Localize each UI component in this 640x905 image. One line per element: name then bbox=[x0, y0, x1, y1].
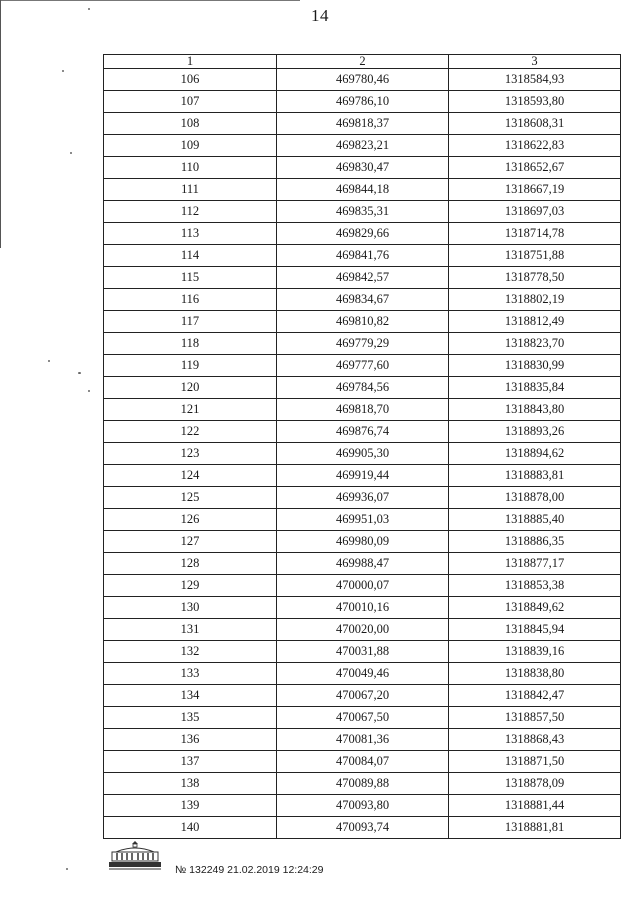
cell-point-number: 115 bbox=[104, 267, 277, 289]
cell-point-number: 125 bbox=[104, 487, 277, 509]
cell-point-number: 112 bbox=[104, 201, 277, 223]
table-row bbox=[104, 663, 621, 685]
table-row bbox=[104, 289, 621, 311]
table-row bbox=[104, 575, 621, 597]
cell-x-coordinate: 469777,60 bbox=[277, 355, 449, 377]
cell-y-coordinate: 1318877,17 bbox=[449, 553, 621, 575]
cell-y-coordinate: 1318830,99 bbox=[449, 355, 621, 377]
scan-speck bbox=[70, 152, 72, 154]
cell-y-coordinate: 1318849,62 bbox=[449, 597, 621, 619]
cell-x-coordinate: 470084,07 bbox=[277, 751, 449, 773]
cell-y-coordinate: 1318714,78 bbox=[449, 223, 621, 245]
scan-speck bbox=[66, 868, 68, 870]
cell-point-number: 140 bbox=[104, 817, 277, 839]
table-row bbox=[104, 619, 621, 641]
table-row bbox=[104, 553, 621, 575]
cell-point-number: 123 bbox=[104, 443, 277, 465]
cell-point-number: 113 bbox=[104, 223, 277, 245]
cell-x-coordinate: 469919,44 bbox=[277, 465, 449, 487]
cell-point-number: 106 bbox=[104, 69, 277, 91]
cell-y-coordinate: 1318886,35 bbox=[449, 531, 621, 553]
scan-border-top bbox=[0, 0, 300, 1]
table-row bbox=[104, 355, 621, 377]
cell-point-number: 114 bbox=[104, 245, 277, 267]
cell-x-coordinate: 469980,09 bbox=[277, 531, 449, 553]
cell-point-number: 138 bbox=[104, 773, 277, 795]
table-row bbox=[104, 443, 621, 465]
table-row bbox=[104, 751, 621, 773]
cell-y-coordinate: 1318593,80 bbox=[449, 91, 621, 113]
cell-x-coordinate: 470093,80 bbox=[277, 795, 449, 817]
cell-point-number: 116 bbox=[104, 289, 277, 311]
scan-speck bbox=[78, 372, 81, 374]
cell-y-coordinate: 1318894,62 bbox=[449, 443, 621, 465]
cell-x-coordinate: 469830,47 bbox=[277, 157, 449, 179]
cell-x-coordinate: 470089,88 bbox=[277, 773, 449, 795]
cell-point-number: 109 bbox=[104, 135, 277, 157]
cell-point-number: 120 bbox=[104, 377, 277, 399]
table-row bbox=[104, 135, 621, 157]
coordinates-table bbox=[103, 54, 621, 839]
cell-x-coordinate: 470067,20 bbox=[277, 685, 449, 707]
cell-x-coordinate: 470049,46 bbox=[277, 663, 449, 685]
cell-y-coordinate: 1318853,38 bbox=[449, 575, 621, 597]
cell-point-number: 117 bbox=[104, 311, 277, 333]
cell-x-coordinate: 469841,76 bbox=[277, 245, 449, 267]
cell-y-coordinate: 1318622,83 bbox=[449, 135, 621, 157]
cell-y-coordinate: 1318883,81 bbox=[449, 465, 621, 487]
scan-speck bbox=[48, 360, 50, 362]
table-row bbox=[104, 465, 621, 487]
scan-speck bbox=[62, 70, 64, 72]
cell-x-coordinate: 469810,82 bbox=[277, 311, 449, 333]
cell-point-number: 129 bbox=[104, 575, 277, 597]
cell-point-number: 108 bbox=[104, 113, 277, 135]
cell-point-number: 119 bbox=[104, 355, 277, 377]
table-row bbox=[104, 509, 621, 531]
table-row bbox=[104, 531, 621, 553]
cell-x-coordinate: 469779,29 bbox=[277, 333, 449, 355]
cell-y-coordinate: 1318893,26 bbox=[449, 421, 621, 443]
cell-point-number: 124 bbox=[104, 465, 277, 487]
cell-y-coordinate: 1318871,50 bbox=[449, 751, 621, 773]
table-row bbox=[104, 487, 621, 509]
page-number: 14 bbox=[311, 6, 329, 25]
scan-border-left bbox=[0, 0, 1, 248]
cell-y-coordinate: 1318697,03 bbox=[449, 201, 621, 223]
document-reference: № 132249 21.02.2019 12:24:29 bbox=[175, 864, 324, 876]
cell-y-coordinate: 1318857,50 bbox=[449, 707, 621, 729]
column-header-x: 2 bbox=[277, 55, 449, 69]
table-row bbox=[104, 245, 621, 267]
table-row bbox=[104, 685, 621, 707]
scan-speck bbox=[88, 390, 90, 392]
table-row bbox=[104, 817, 621, 839]
cell-x-coordinate: 469786,10 bbox=[277, 91, 449, 113]
cell-y-coordinate: 1318802,19 bbox=[449, 289, 621, 311]
cell-x-coordinate: 470020,00 bbox=[277, 619, 449, 641]
table-row bbox=[104, 795, 621, 817]
cell-x-coordinate: 469876,74 bbox=[277, 421, 449, 443]
column-header-point: 1 bbox=[104, 55, 277, 69]
cell-point-number: 107 bbox=[104, 91, 277, 113]
table-row bbox=[104, 399, 621, 421]
table-row bbox=[104, 113, 621, 135]
cell-point-number: 131 bbox=[104, 619, 277, 641]
cell-x-coordinate: 469829,66 bbox=[277, 223, 449, 245]
cell-point-number: 133 bbox=[104, 663, 277, 685]
cell-y-coordinate: 1318881,81 bbox=[449, 817, 621, 839]
cell-x-coordinate: 470081,36 bbox=[277, 729, 449, 751]
cell-y-coordinate: 1318885,40 bbox=[449, 509, 621, 531]
table-row bbox=[104, 91, 621, 113]
table-row bbox=[104, 707, 621, 729]
cell-y-coordinate: 1318845,94 bbox=[449, 619, 621, 641]
cell-x-coordinate: 469844,18 bbox=[277, 179, 449, 201]
table-row bbox=[104, 377, 621, 399]
cell-point-number: 136 bbox=[104, 729, 277, 751]
cell-x-coordinate: 470010,16 bbox=[277, 597, 449, 619]
cell-y-coordinate: 1318608,31 bbox=[449, 113, 621, 135]
cell-x-coordinate: 470067,50 bbox=[277, 707, 449, 729]
cell-point-number: 137 bbox=[104, 751, 277, 773]
table-row bbox=[104, 223, 621, 245]
table-row bbox=[104, 267, 621, 289]
building-stamp-icon bbox=[106, 840, 164, 870]
cell-x-coordinate: 469784,56 bbox=[277, 377, 449, 399]
cell-y-coordinate: 1318652,67 bbox=[449, 157, 621, 179]
cell-x-coordinate: 469951,03 bbox=[277, 509, 449, 531]
cell-x-coordinate: 469818,37 bbox=[277, 113, 449, 135]
cell-x-coordinate: 469834,67 bbox=[277, 289, 449, 311]
cell-y-coordinate: 1318843,80 bbox=[449, 399, 621, 421]
cell-point-number: 118 bbox=[104, 333, 277, 355]
table-row bbox=[104, 311, 621, 333]
cell-point-number: 132 bbox=[104, 641, 277, 663]
cell-point-number: 130 bbox=[104, 597, 277, 619]
cell-x-coordinate: 469842,57 bbox=[277, 267, 449, 289]
cell-y-coordinate: 1318842,47 bbox=[449, 685, 621, 707]
table-row bbox=[104, 421, 621, 443]
cell-y-coordinate: 1318667,19 bbox=[449, 179, 621, 201]
cell-point-number: 111 bbox=[104, 179, 277, 201]
cell-x-coordinate: 469905,30 bbox=[277, 443, 449, 465]
cell-point-number: 135 bbox=[104, 707, 277, 729]
cell-x-coordinate: 470031,88 bbox=[277, 641, 449, 663]
column-header-y: 3 bbox=[449, 55, 621, 69]
cell-y-coordinate: 1318812,49 bbox=[449, 311, 621, 333]
table-row bbox=[104, 729, 621, 751]
cell-y-coordinate: 1318878,00 bbox=[449, 487, 621, 509]
cell-y-coordinate: 1318584,93 bbox=[449, 69, 621, 91]
cell-y-coordinate: 1318868,43 bbox=[449, 729, 621, 751]
cell-y-coordinate: 1318835,84 bbox=[449, 377, 621, 399]
cell-x-coordinate: 469988,47 bbox=[277, 553, 449, 575]
cell-x-coordinate: 470093,74 bbox=[277, 817, 449, 839]
document-footer bbox=[104, 840, 404, 880]
table-row bbox=[104, 157, 621, 179]
cell-y-coordinate: 1318838,80 bbox=[449, 663, 621, 685]
cell-point-number: 139 bbox=[104, 795, 277, 817]
table-row bbox=[104, 773, 621, 795]
cell-x-coordinate: 470000,07 bbox=[277, 575, 449, 597]
cell-point-number: 127 bbox=[104, 531, 277, 553]
table-row bbox=[104, 641, 621, 663]
table-row bbox=[104, 69, 621, 91]
cell-y-coordinate: 1318751,88 bbox=[449, 245, 621, 267]
cell-y-coordinate: 1318823,70 bbox=[449, 333, 621, 355]
cell-y-coordinate: 1318878,09 bbox=[449, 773, 621, 795]
cell-y-coordinate: 1318881,44 bbox=[449, 795, 621, 817]
cell-x-coordinate: 469818,70 bbox=[277, 399, 449, 421]
table-row bbox=[104, 597, 621, 619]
cell-y-coordinate: 1318778,50 bbox=[449, 267, 621, 289]
cell-point-number: 126 bbox=[104, 509, 277, 531]
cell-x-coordinate: 469835,31 bbox=[277, 201, 449, 223]
table-header-row bbox=[104, 55, 621, 69]
cell-point-number: 110 bbox=[104, 157, 277, 179]
cell-y-coordinate: 1318839,16 bbox=[449, 641, 621, 663]
table-row bbox=[104, 333, 621, 355]
cell-x-coordinate: 469823,21 bbox=[277, 135, 449, 157]
cell-point-number: 128 bbox=[104, 553, 277, 575]
cell-point-number: 121 bbox=[104, 399, 277, 421]
cell-x-coordinate: 469936,07 bbox=[277, 487, 449, 509]
table-row bbox=[104, 179, 621, 201]
table-row bbox=[104, 201, 621, 223]
cell-point-number: 122 bbox=[104, 421, 277, 443]
cell-point-number: 134 bbox=[104, 685, 277, 707]
cell-x-coordinate: 469780,46 bbox=[277, 69, 449, 91]
